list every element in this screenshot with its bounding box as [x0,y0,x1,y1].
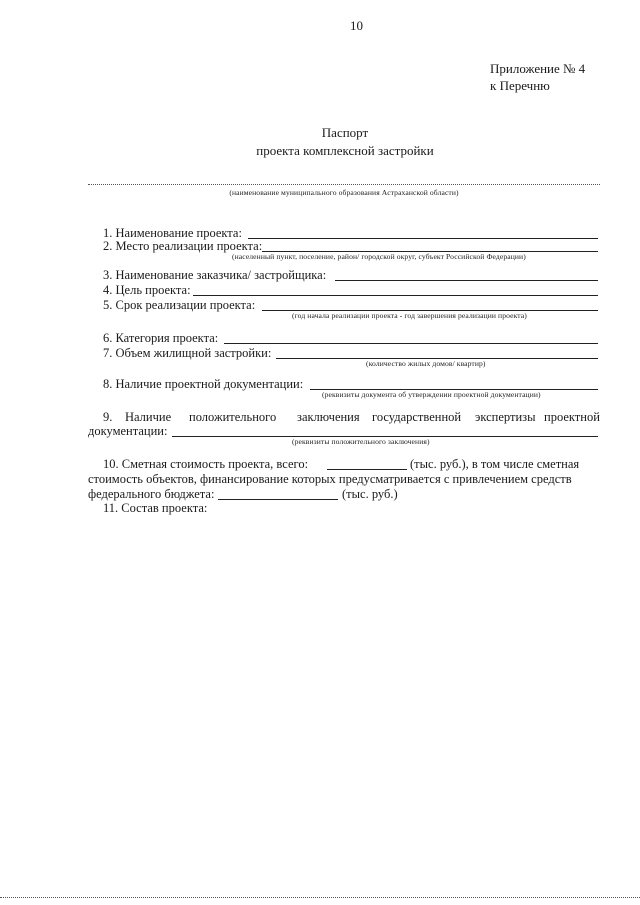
field-10-federal-line[interactable] [218,499,338,500]
appendix-number: Приложение № 4 [490,61,586,76]
field-11-label: 11. Состав проекта: [103,501,208,515]
field-2-caption: (населенный пункт, поселение, район/ городской округ, субъект Российской Федерации) [232,252,526,261]
field-1-line[interactable] [248,238,598,239]
field-10-federal-label: федерального бюджета: [88,487,215,501]
field-4-line[interactable] [193,295,598,296]
field-9-word-4: заключения [297,410,360,424]
field-2-label: 2. Место реализации проекта: [103,239,263,253]
field-3-label: 3. Наименование заказчика/ застройщика: [103,268,327,282]
document-title: Паспорт [321,125,369,140]
field-5-label: 5. Срок реализации проекта: [103,298,256,312]
document-subtitle: проекта комплексной застройки [256,143,434,158]
field-9-label-line-2: документации: [88,424,168,438]
field-9-word-7: проектной [544,410,600,424]
municipality-caption: (наименование муниципального образования Астраханской области) [229,188,459,197]
field-10-text-line-2: стоимость объектов, финансирование которых предусматривается с привлечением средств [88,472,572,486]
field-10-federal-unit: (тыс. руб.) [342,487,398,501]
field-9-word-2: Наличие [125,410,172,424]
page-number: 10 [350,18,363,33]
page-bottom-edge [0,897,640,898]
field-10-total-line[interactable] [327,469,407,470]
field-1-label: 1. Наименование проекта: [103,226,242,240]
municipality-line [88,184,600,185]
field-7-label: 7. Объем жилищной застройки: [103,346,272,360]
field-8-caption: (реквизиты документа об утверждении проектной документации) [322,390,541,399]
field-9-word-3: положительного [189,410,277,424]
field-4-label: 4. Цель проекта: [103,283,191,297]
appendix-reference: к Перечню [490,78,550,93]
field-10-label-start: 10. Сметная стоимость проекта, всего: [103,457,309,471]
field-3-line[interactable] [335,280,598,281]
field-8-label: 8. Наличие проектной документации: [103,377,304,391]
field-7-caption: (количество жилых домов/ квартир) [366,359,486,368]
field-6-line[interactable] [224,343,598,344]
field-9-word-1: 9. [103,410,113,424]
field-6-label: 6. Категория проекта: [103,331,219,345]
field-5-caption: (год начала реализации проекта - год завершения реализации проекта) [292,311,527,320]
field-9-word-6: экспертизы [475,410,536,424]
field-9-word-5: государственной [372,410,462,424]
field-9-caption: (реквизиты положительного заключения) [292,437,430,446]
field-10-label-end: (тыс. руб.), в том числе сметная [410,457,580,471]
